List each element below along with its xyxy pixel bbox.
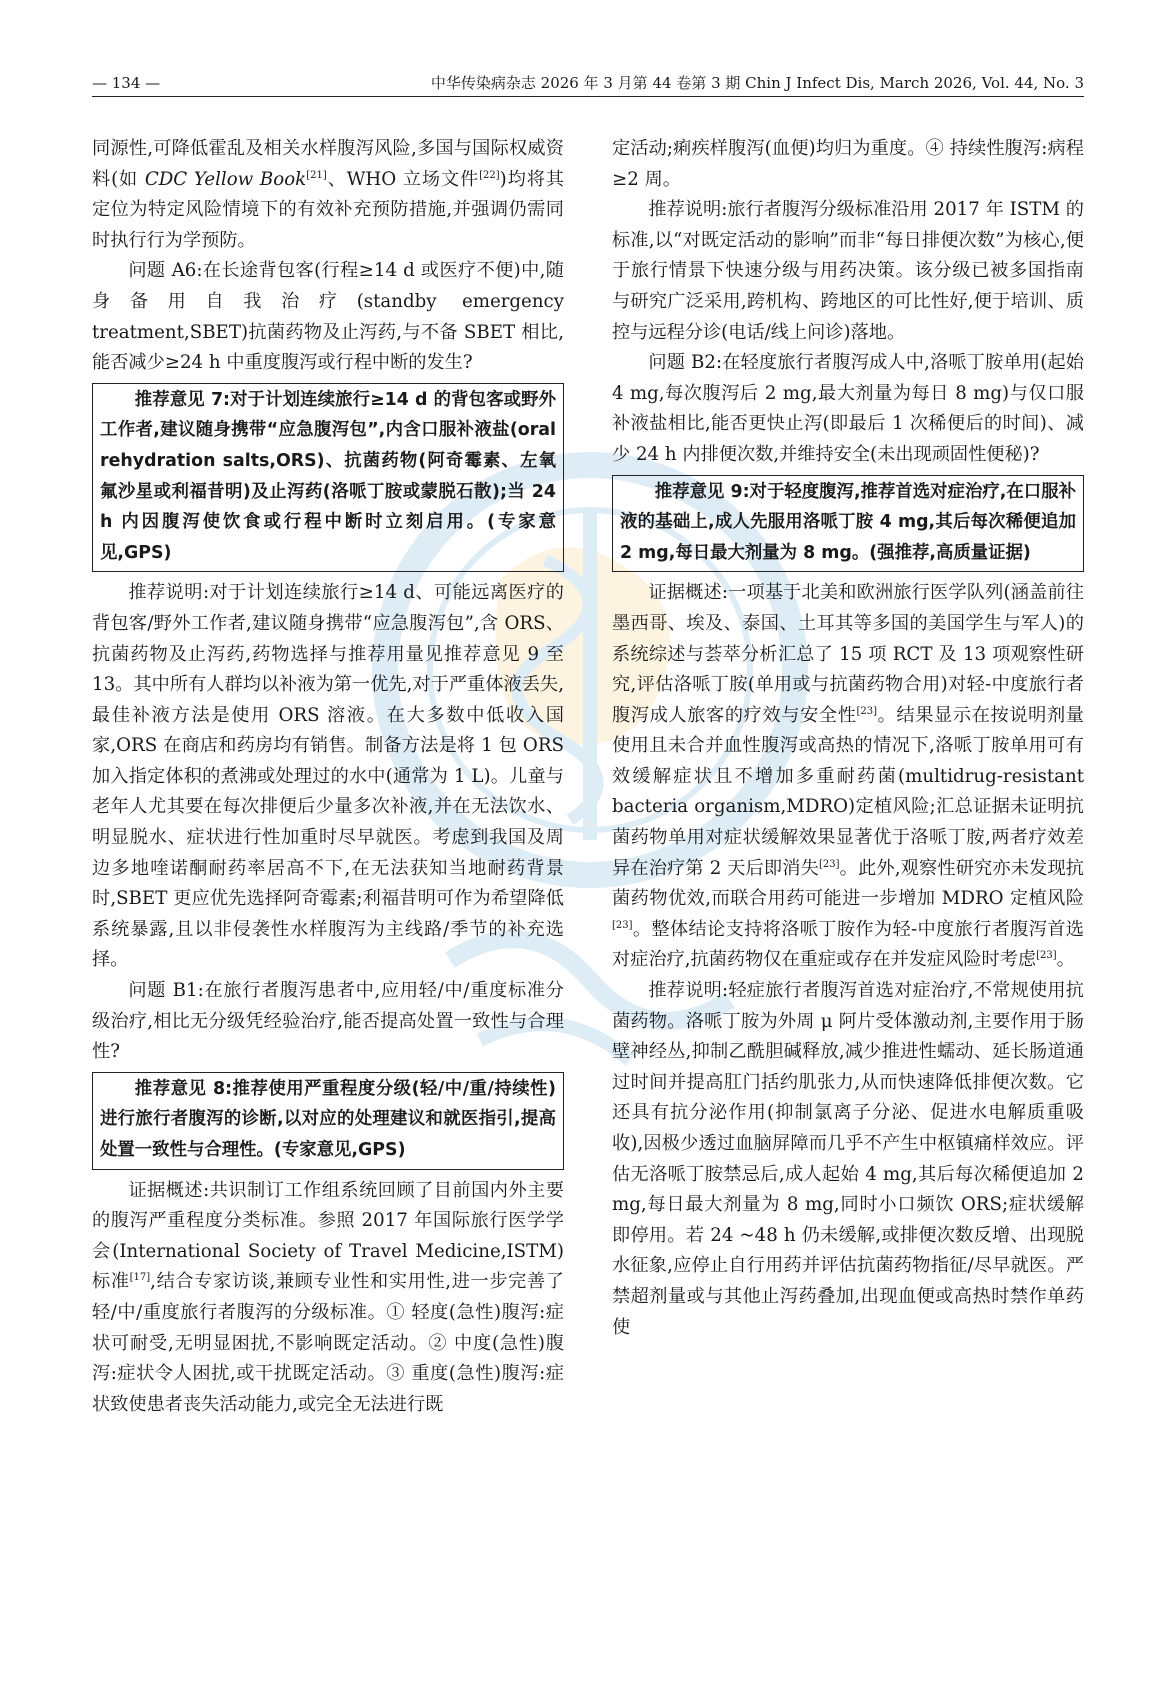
journal-citation: 中华传染病杂志 2026 年 3 月第 44 卷第 3 期 Chin J Infect Dis, March 2026, Vol. 44, No. 3 <box>430 74 1084 92</box>
recommendation-9: 推荐意见 9:对于轻度腹泻,推荐首选对症治疗,在口服补液的基础上,成人先服用洛哌丁胺 4 mg,其后每次稀便追加 2 mg,每日最大剂量为 8 mg。(强推荐,高质量证据) <box>620 481 1076 563</box>
recommendation-9-box <box>612 475 1084 573</box>
page-number: — 134 — <box>92 74 161 92</box>
left-column <box>92 134 564 1420</box>
paragraph-prevention-cont: 同源性,可降低霍乱及相关水样腹泻风险,多国与国际权威资料(如 CDC Yellow Book[21]、WHO 立场文件[22])均将其定位为特定风险情境下的有效补充预防措施,并强调仍需同时执行行为学预防。 <box>92 138 564 251</box>
evidence-b2: 证据概述:一项基于北美和欧洲旅行医学队列(涵盖前往墨西哥、埃及、泰国、土耳其等多国的美国学生与军人)的系统综述与荟萃分析汇总了 15 项 RCT 及 13 项观察性研究,评估洛哌丁胺(单用或与抗菌药物合用)对轻-中度旅行者腹泻成人旅客的疗效与安全性[23]。结果显示在按说明剂量使用且未合并血性腹泻或高热的情况下,洛哌丁胺单用可有效缓解症状且不增加多重耐药菌(multidrug-resistant bacteria organism,MDRO)定植风险;汇总证据未证明抗菌药物单用对症状缓解效果显著优于洛哌丁胺,两者疗效差异在治疗第 2 天后即消失[23]。此外,观察性研究亦未发现抗菌药物优效,而联合用药可能进一步增加 MDRO 定植风险[23]。整体结论支持将洛哌丁胺作为轻-中度旅行者腹泻首选对症治疗,抗菌药物仅在重症或存在并发症风险时考虑[23]。 <box>612 582 1084 971</box>
question-b1: 问题 B1:在旅行者腹泻患者中,应用轻/中/重度标准分级治疗,相比无分级凭经验治疗,能否提高处置一致性与合理性? <box>92 980 564 1063</box>
recommendation-8-box <box>92 1072 564 1170</box>
question-a6: 问题 A6:在长途背包客(行程≥14 d 或医疗不便)中,随身备用自我治疗(standby emergency treatment,SBET)抗菌药物及止泻药,与不备 SBET 相比,能否减少≥24 h 中重度腹泻或行程中断的发生? <box>92 260 564 374</box>
recommendation-8: 推荐意见 8:推荐使用严重程度分级(轻/中/重/持续性)进行旅行者腹泻的诊断,以对应的处理建议和就医指引,提高处置一致性与合理性。(专家意见,GPS) <box>100 1078 556 1160</box>
evidence-b1: 证据概述:共识制订工作组系统回顾了目前国内外主要的腹泻严重程度分类标准。参照 2017 年国际旅行医学学会(International Society of Travel Medicine,ISTM)标准[17],结合专家访谈,兼顾专业性和实用性,进一步完善了轻/中/重度旅行者腹泻的分级标准。① 轻度(急性)腹泻:症状可耐受,无明显困扰,不影响既定活动。② 中度(急性)腹泻:症状令人困扰,或干扰既定活动。③ 重度(急性)腹泻:症状致使患者丧失活动能力,或完全无法进行既 <box>92 1179 564 1415</box>
recommendation-7: 推荐意见 7:对于计划连续旅行≥14 d 的背包客或野外工作者,建议随身携带“应急腹泻包”,内含口服补液盐(oral rehydration salts,ORS)、抗菌药物(阿奇霉素、左氧氟沙星或利福昔明)及止泻药(洛哌丁胺或蒙脱石散);当 24 h 内因腹泻使饮食或行程中断时立刻启用。(专家意见,GPS) <box>100 389 556 563</box>
recommendation-7-explanation: 推荐说明:对于计划连续旅行≥14 d、可能远离医疗的背包客/野外工作者,建议随身携带“应急腹泻包”,含 ORS、抗菌药物及止泻药,药物选择与推荐用量见推荐意见 9 至 13。其中所有人群均以补液为第一优先,对于严重体液丢失,最佳补液方法是使用 ORS 溶液。在大多数中低收入国家,ORS 在商店和药房均有销售。制备方法是将 1 包 ORS 加入指定体积的煮沸或处理过的水中(通常为 1 L)。儿童与老年人尤其要在每次排便后少量多次补液,并在无法饮水、明显脱水、症状进行性加重时尽早就医。考虑到我国及周边多地喹诺酮耐药率居高不下,在无法获知当地耐药背景时,SBET 更应优先选择阿奇霉素;利福昔明可作为希望降低系统暴露,且以非侵袭性水样腹泻为主线路/季节的补充选择。 <box>92 582 564 971</box>
recommendation-7-box <box>92 383 564 573</box>
recommendation-8-explanation: 推荐说明:旅行者腹泻分级标准沿用 2017 年 ISTM 的标准,以“对既定活动的影响”而非“每日排便次数”为核心,便于旅行情景下快速分级与用药决策。该分级已被多国指南与研究广泛采用,跨机构、跨地区的可比性好,便于培训、质控与远程分诊(电话/线上问诊)落地。 <box>612 199 1084 343</box>
page-header <box>92 66 1084 97</box>
question-b2: 问题 B2:在轻度旅行者腹泻成人中,洛哌丁胺单用(起始 4 mg,每次腹泻后 2 mg,最大剂量为每日 8 mg)与仅口服补液盐相比,能否更快止泻(即最后 1 次稀便后的时间)、减少 24 h 内排便次数,并维持安全(未出现顽固性便秘)? <box>612 352 1084 465</box>
paragraph-grading-cont: 定活动;痢疾样腹泻(血便)均归为重度。④ 持续性腹泻:病程≥2 周。 <box>612 138 1084 190</box>
right-column <box>612 134 1084 1343</box>
recommendation-9-explanation: 推荐说明:轻症旅行者腹泻首选对症治疗,不常规使用抗菌药物。洛哌丁胺为外周 μ 阿片受体激动剂,主要作用于肠壁神经丛,抑制乙酰胆碱释放,减少推进性蠕动、延长肠道通过时间并提高肛门括约肌张力,从而快速降低排便次数。它还具有抗分泌作用(抑制氯离子分泌、促进水电解质重吸收),因极少透过血脑屏障而几乎不产生中枢镇痛样效应。评估无洛哌丁胺禁忌后,成人起始 4 mg,其后每次稀便追加 2 mg,每日最大剂量为 8 mg,同时小口频饮 ORS;症状缓解即停用。若 24 ~48 h 仍未缓解,或排便次数反增、出现脱水征象,应停止自行用药并评估抗菌药物指征/尽早就医。严禁超剂量或与其他止泻药叠加,出现血便或高热时禁作单药使 <box>612 980 1084 1338</box>
